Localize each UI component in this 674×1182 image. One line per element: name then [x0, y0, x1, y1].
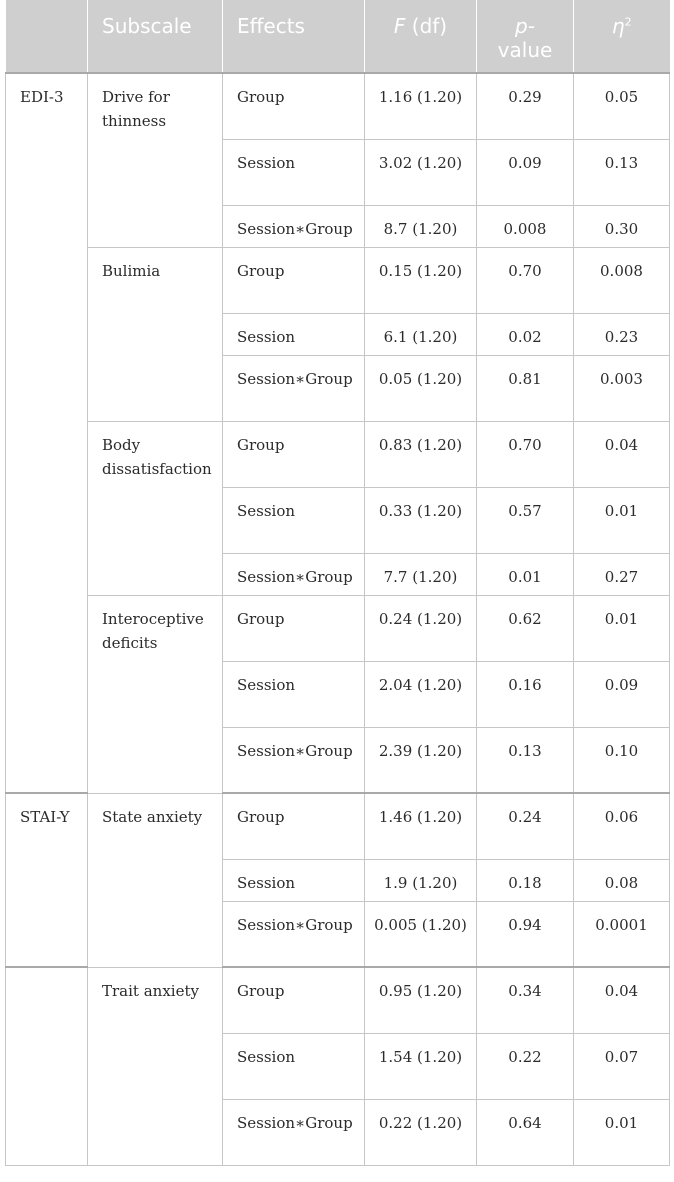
- cell-subscale: [88, 901, 223, 967]
- cell-subscale: Drive for thinness: [88, 73, 223, 139]
- cell-eta-squared: 0.0001: [574, 901, 670, 967]
- cell-eta-squared: 0.008: [574, 247, 670, 313]
- cell-p-value: 0.94: [477, 901, 574, 967]
- cell-subscale: [88, 355, 223, 421]
- cell-effect: Session: [223, 487, 365, 553]
- table-row: [6, 1033, 670, 1099]
- table-row: [6, 247, 670, 313]
- header-eta-squared: [574, 0, 670, 73]
- cell-p-value: 0.16: [477, 661, 574, 727]
- cell-scale: [6, 595, 88, 661]
- header-p-value: [477, 0, 574, 73]
- cell-subscale: [88, 205, 223, 247]
- table-row: [6, 313, 670, 355]
- cell-p-value: 0.18: [477, 859, 574, 901]
- cell-effect: Session: [223, 859, 365, 901]
- cell-p-value: 0.22: [477, 1033, 574, 1099]
- header-p-symbol: p-: [515, 14, 535, 38]
- cell-subscale: [88, 859, 223, 901]
- cell-subscale: [88, 1033, 223, 1099]
- cell-subscale: [88, 661, 223, 727]
- header-eta-symbol: η: [611, 14, 625, 38]
- cell-effect: Group: [223, 967, 365, 1033]
- cell-f-df: 1.9 (1.20): [365, 859, 477, 901]
- cell-scale: STAI-Y: [6, 793, 88, 859]
- cell-eta-squared: 0.07: [574, 1033, 670, 1099]
- cell-scale: [6, 967, 88, 1033]
- cell-effect: Group: [223, 793, 365, 859]
- cell-eta-squared: 0.09: [574, 661, 670, 727]
- cell-subscale: [88, 727, 223, 793]
- cell-scale: [6, 661, 88, 727]
- cell-eta-squared: 0.01: [574, 595, 670, 661]
- cell-f-df: 0.15 (1.20): [365, 247, 477, 313]
- cell-p-value: 0.09: [477, 139, 574, 205]
- cell-effect: Group: [223, 73, 365, 139]
- cell-scale: [6, 727, 88, 793]
- table-row: [6, 139, 670, 205]
- table-row: [6, 73, 670, 139]
- cell-f-df: 0.005 (1.20): [365, 901, 477, 967]
- cell-subscale: Body dissatisfaction: [88, 421, 223, 487]
- cell-subscale: Bulimia: [88, 247, 223, 313]
- cell-effect: Session∗Group: [223, 205, 365, 247]
- cell-p-value: 0.01: [477, 553, 574, 595]
- table-row: [6, 553, 670, 595]
- cell-f-df: 0.33 (1.20): [365, 487, 477, 553]
- cell-scale: [6, 1099, 88, 1165]
- header-eta-superscript: 2: [624, 15, 632, 29]
- cell-f-df: 1.16 (1.20): [365, 73, 477, 139]
- cell-effect: Group: [223, 421, 365, 487]
- table-row: [6, 205, 670, 247]
- cell-scale: [6, 487, 88, 553]
- cell-eta-squared: 0.04: [574, 421, 670, 487]
- cell-f-df: 1.46 (1.20): [365, 793, 477, 859]
- cell-p-value: 0.70: [477, 247, 574, 313]
- table-row: [6, 595, 670, 661]
- header-row: [6, 0, 670, 73]
- cell-scale: [6, 1033, 88, 1099]
- table-row: [6, 355, 670, 421]
- cell-eta-squared: 0.10: [574, 727, 670, 793]
- cell-eta-squared: 0.23: [574, 313, 670, 355]
- cell-p-value: 0.02: [477, 313, 574, 355]
- cell-effect: Session: [223, 661, 365, 727]
- cell-eta-squared: 0.01: [574, 487, 670, 553]
- cell-f-df: 8.7 (1.20): [365, 205, 477, 247]
- cell-p-value: 0.62: [477, 595, 574, 661]
- header-p-rest: value: [497, 38, 553, 62]
- results-table: [5, 0, 670, 1166]
- cell-p-value: 0.13: [477, 727, 574, 793]
- table-row: [6, 859, 670, 901]
- header-effects: Effects: [223, 0, 365, 73]
- header-f-rest: (df): [405, 14, 448, 38]
- cell-effect: Session: [223, 139, 365, 205]
- cell-effect: Session∗Group: [223, 727, 365, 793]
- table-row: [6, 901, 670, 967]
- cell-f-df: 2.04 (1.20): [365, 661, 477, 727]
- cell-scale: [6, 205, 88, 247]
- cell-f-df: 0.95 (1.20): [365, 967, 477, 1033]
- table-row: [6, 727, 670, 793]
- cell-effect: Session∗Group: [223, 553, 365, 595]
- header-scale: [6, 0, 88, 73]
- cell-eta-squared: 0.05: [574, 73, 670, 139]
- cell-p-value: 0.24: [477, 793, 574, 859]
- table-row: [6, 967, 670, 1033]
- table-row: [6, 793, 670, 859]
- cell-p-value: 0.008: [477, 205, 574, 247]
- cell-scale: [6, 355, 88, 421]
- cell-effect: Group: [223, 247, 365, 313]
- cell-f-df: 0.83 (1.20): [365, 421, 477, 487]
- cell-eta-squared: 0.003: [574, 355, 670, 421]
- cell-scale: EDI-3: [6, 73, 88, 139]
- cell-eta-squared: 0.30: [574, 205, 670, 247]
- cell-eta-squared: 0.27: [574, 553, 670, 595]
- cell-subscale: [88, 487, 223, 553]
- cell-f-df: 0.22 (1.20): [365, 1099, 477, 1165]
- cell-effect: Session: [223, 313, 365, 355]
- cell-subscale: State anxiety: [88, 793, 223, 859]
- cell-p-value: 0.70: [477, 421, 574, 487]
- cell-subscale: [88, 139, 223, 205]
- header-f-symbol: F: [393, 14, 406, 38]
- cell-f-df: 2.39 (1.20): [365, 727, 477, 793]
- cell-f-df: 1.54 (1.20): [365, 1033, 477, 1099]
- table-row: [6, 487, 670, 553]
- cell-p-value: 0.29: [477, 73, 574, 139]
- cell-scale: [6, 139, 88, 205]
- cell-f-df: 0.05 (1.20): [365, 355, 477, 421]
- table-row: [6, 661, 670, 727]
- cell-subscale: Trait anxiety: [88, 967, 223, 1033]
- cell-p-value: 0.34: [477, 967, 574, 1033]
- cell-p-value: 0.64: [477, 1099, 574, 1165]
- cell-effect: Session∗Group: [223, 901, 365, 967]
- cell-scale: [6, 313, 88, 355]
- cell-scale: [6, 247, 88, 313]
- cell-effect: Session: [223, 1033, 365, 1099]
- cell-subscale: [88, 553, 223, 595]
- cell-subscale: Interoceptive deficits: [88, 595, 223, 661]
- header-f-df: [365, 0, 477, 73]
- header-subscale: Subscale: [88, 0, 223, 73]
- cell-subscale: [88, 313, 223, 355]
- cell-effect: Session∗Group: [223, 355, 365, 421]
- cell-effect: Session∗Group: [223, 1099, 365, 1165]
- cell-eta-squared: 0.04: [574, 967, 670, 1033]
- cell-scale: [6, 901, 88, 967]
- cell-scale: [6, 553, 88, 595]
- cell-effect: Group: [223, 595, 365, 661]
- table-row: [6, 421, 670, 487]
- cell-scale: [6, 859, 88, 901]
- cell-f-df: 0.24 (1.20): [365, 595, 477, 661]
- cell-p-value: 0.81: [477, 355, 574, 421]
- cell-eta-squared: 0.13: [574, 139, 670, 205]
- cell-eta-squared: 0.08: [574, 859, 670, 901]
- cell-eta-squared: 0.06: [574, 793, 670, 859]
- cell-eta-squared: 0.01: [574, 1099, 670, 1165]
- cell-scale: [6, 421, 88, 487]
- cell-f-df: 3.02 (1.20): [365, 139, 477, 205]
- cell-f-df: 6.1 (1.20): [365, 313, 477, 355]
- cell-f-df: 7.7 (1.20): [365, 553, 477, 595]
- cell-p-value: 0.57: [477, 487, 574, 553]
- cell-subscale: [88, 1099, 223, 1165]
- table-row: [6, 1099, 670, 1165]
